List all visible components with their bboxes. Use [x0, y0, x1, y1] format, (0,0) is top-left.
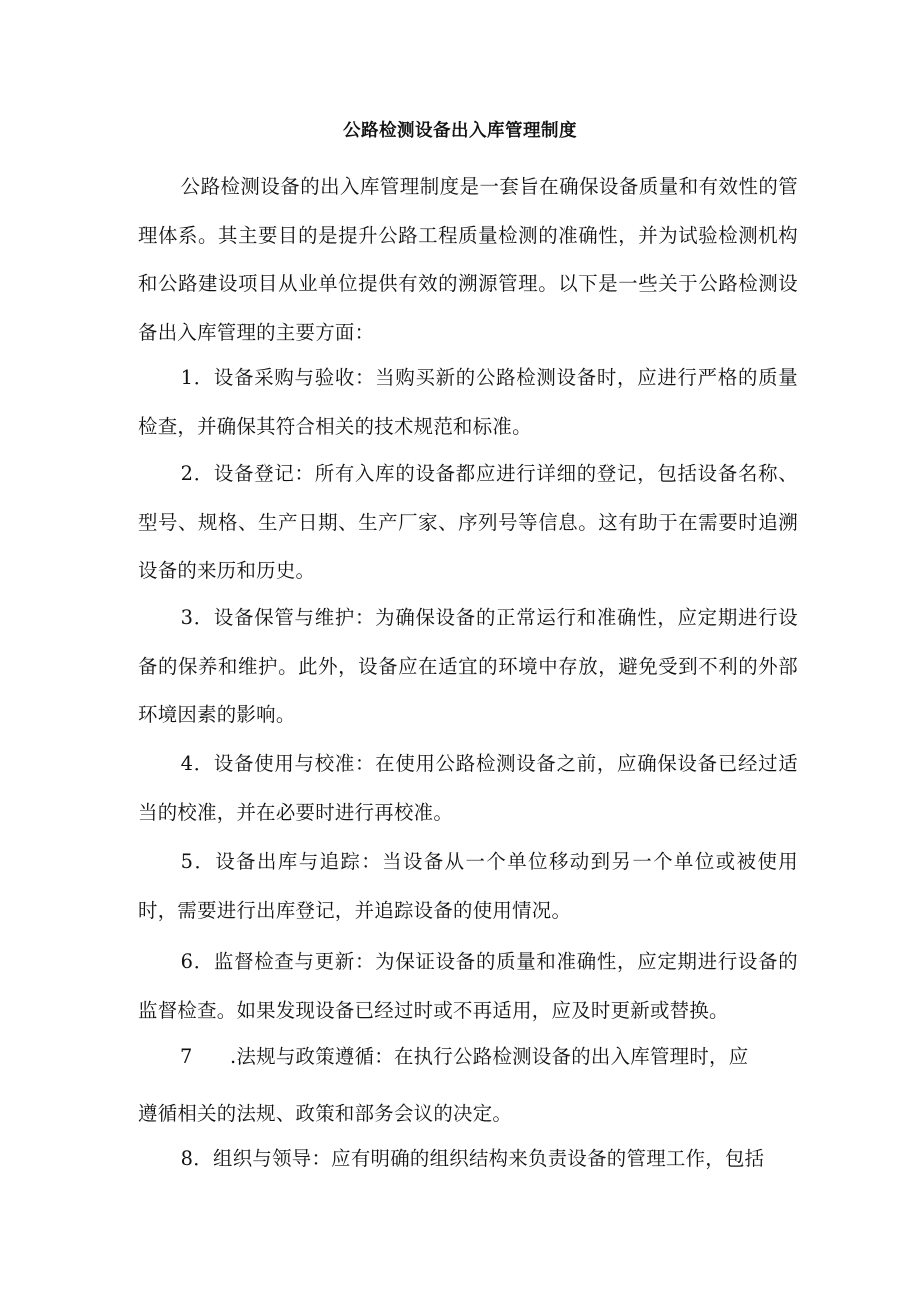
intro-paragraph: 公路检测设备的出入库管理制度是一套旨在确保设备质量和有效性的管理体系。其主要目的是提升公路工程质量检测的准确性，并为试验检测机构和公路建设项目从业单位提供有效的溯源管理。以下是一些关于公路检测设备出入库管理的主要方面：	[138, 175, 798, 344]
list-item-7-text: .法规与政策遵循：在执行公路检测设备的出入库管理时，应	[230, 1045, 749, 1068]
list-item-2: 2．设备登记：所有入库的设备都应进行详细的登记，包括设备名称、型号、规格、生产日期、生产厂家、序列号等信息。这有助于在需要时追溯设备的来历和历史。	[138, 462, 798, 582]
list-item-8: 8．组织与领导：应有明确的组织结构来负责设备的管理工作，包括	[180, 1147, 765, 1170]
list-item-3: 3．设备保管与维护：为确保设备的正常运行和准确性，应定期进行设备的保养和维护。此外，设备应在适宜的环境中存放，避免受到不利的外部环境因素的影响。	[138, 606, 798, 726]
list-item-5: 5．设备出库与追踪：当设备从一个单位移动到另一个单位或被使用时，需要进行出库登记，并追踪设备的使用情况。	[138, 850, 798, 922]
list-item-7-continuation: 遵循相关的法规、政策和部务会议的决定。	[138, 1102, 513, 1125]
list-item-7-number: 7	[180, 1045, 193, 1068]
list-item-1: 1．设备采购与验收：当购买新的公路检测设备时，应进行严格的质量检查，并确保其符合相关的技术规范和标准。	[138, 366, 798, 438]
list-item-6: 6．监督检查与更新：为保证设备的质量和准确性，应定期进行设备的监督检查。如果发现设备已经过时或不再适用，应及时更新或替换。	[138, 950, 798, 1022]
list-item-4: 4．设备使用与校准：在使用公路检测设备之前，应确保设备已经过适当的校准，并在必要时进行再校准。	[138, 752, 798, 824]
document-title: 公路检测设备出入库管理制度	[343, 121, 577, 141]
